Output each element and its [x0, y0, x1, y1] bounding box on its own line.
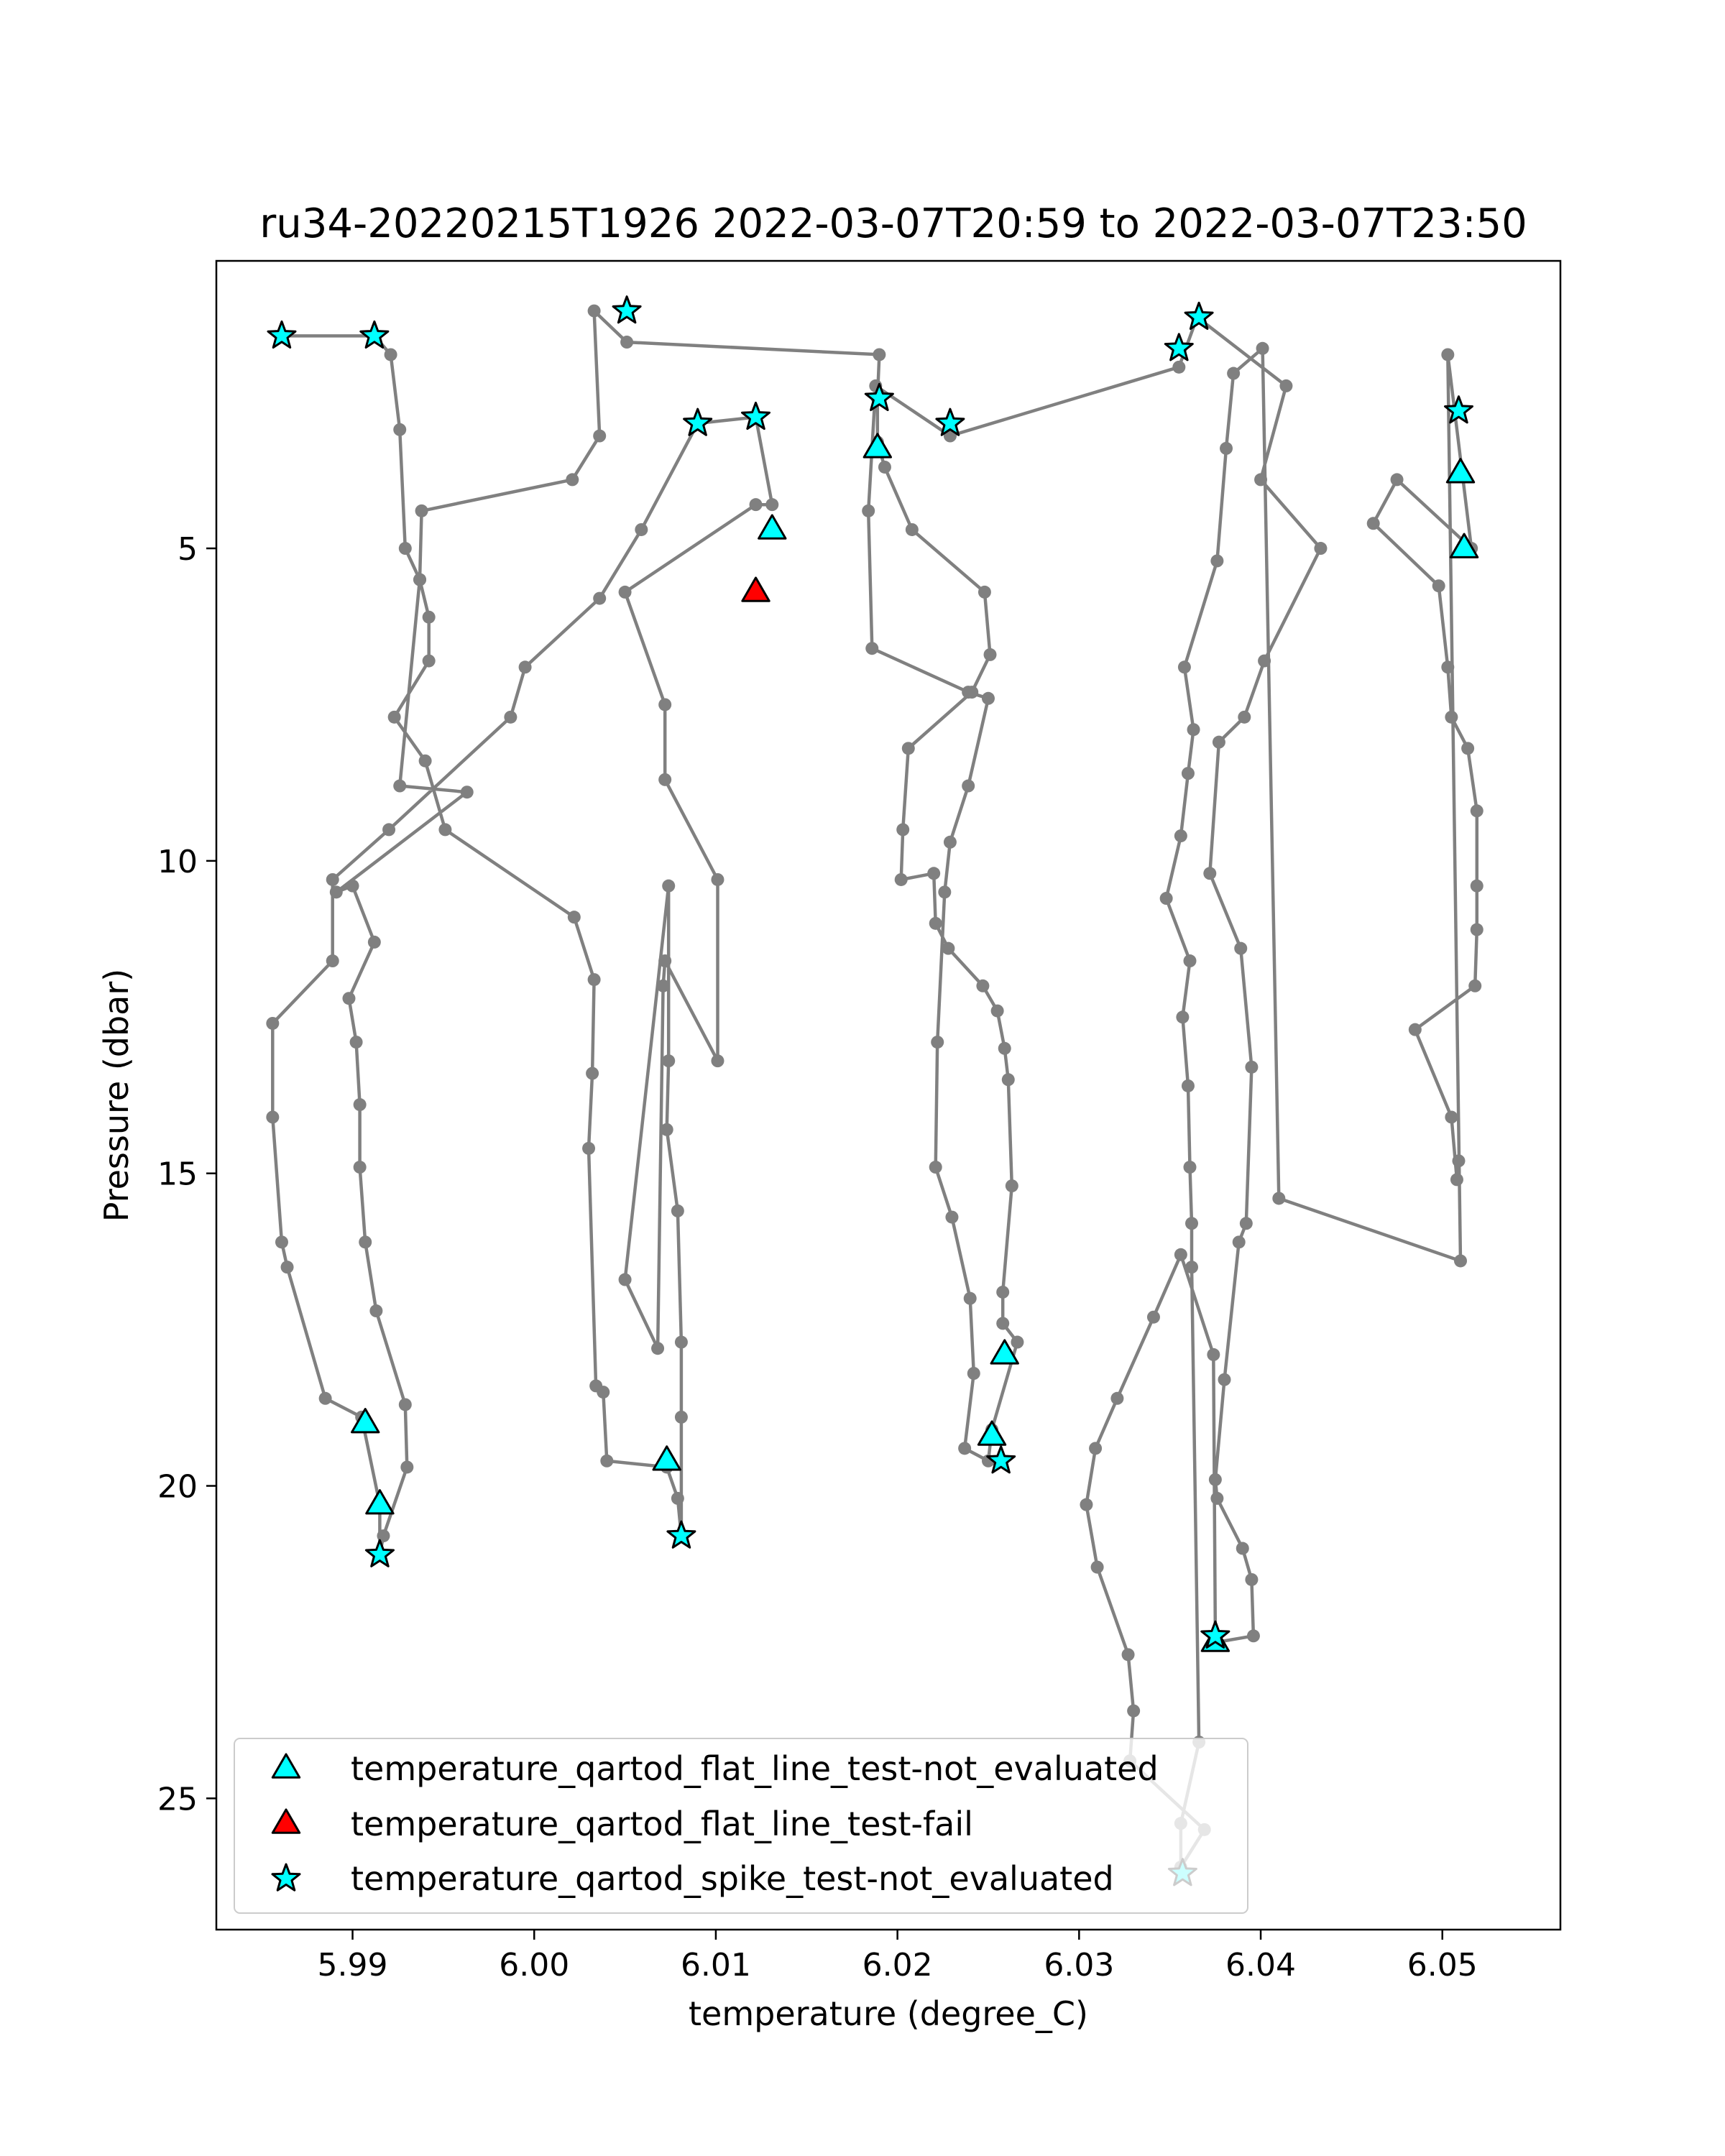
- profile-point: [991, 1005, 1004, 1018]
- profile-point: [593, 430, 606, 443]
- profile-point: [1178, 660, 1191, 673]
- profile-point: [382, 823, 395, 836]
- profile-point: [1187, 723, 1200, 736]
- profile-point: [369, 1304, 382, 1317]
- profile-point: [944, 836, 957, 849]
- profile-point: [902, 742, 915, 755]
- profile-point: [1441, 660, 1454, 673]
- profile-point: [1468, 980, 1481, 992]
- profile-point: [400, 1460, 413, 1473]
- profile-point: [368, 936, 381, 949]
- profile-point: [942, 942, 954, 955]
- profile-point: [1441, 348, 1454, 361]
- profile-point: [929, 1161, 942, 1174]
- profile-point: [1471, 880, 1484, 893]
- y-tick-label: 20: [157, 1468, 198, 1506]
- profile-point: [750, 498, 763, 511]
- profile-point: [675, 1336, 688, 1349]
- profile-point: [657, 980, 670, 992]
- profile-point: [619, 586, 632, 599]
- profile-point: [438, 823, 451, 836]
- profile-point: [620, 336, 633, 349]
- profile-point: [1172, 361, 1185, 374]
- profile-point: [1210, 1492, 1223, 1505]
- profile-point: [967, 1367, 980, 1380]
- profile-point: [1279, 379, 1292, 392]
- profile-point: [1452, 1154, 1465, 1167]
- profile-point: [651, 1342, 664, 1355]
- profile-point: [661, 1123, 673, 1136]
- profile-point: [865, 642, 878, 655]
- profile-point: [1238, 711, 1251, 724]
- profile-point: [996, 1286, 1009, 1299]
- profile-point: [619, 1273, 632, 1286]
- profile-point: [1445, 1110, 1458, 1123]
- profile-point: [393, 423, 406, 436]
- profile-point: [927, 867, 940, 880]
- y-tick-label: 25: [157, 1781, 198, 1818]
- profile-point: [1127, 1705, 1140, 1718]
- profile-point: [354, 1161, 367, 1174]
- profile-point: [266, 1110, 279, 1123]
- profile-point: [978, 586, 991, 599]
- profile-point: [461, 786, 474, 798]
- profile-point: [423, 655, 436, 668]
- profile-point: [597, 1386, 610, 1399]
- legend-label: temperature_qartod_flat_line_test-not_evaluated: [351, 1749, 1159, 1788]
- profile-point: [399, 1398, 412, 1411]
- y-axis-label: Pressure (dbar): [97, 968, 136, 1222]
- profile-point: [1176, 1010, 1189, 1023]
- profile-point: [996, 1317, 1009, 1330]
- profile-point: [1432, 579, 1445, 592]
- x-tick-label: 5.99: [317, 1947, 388, 1984]
- profile-point: [1080, 1498, 1092, 1511]
- profile-point: [582, 1142, 595, 1155]
- profile-point: [671, 1204, 684, 1217]
- profile-point: [895, 873, 908, 886]
- profile-point: [1236, 1542, 1249, 1555]
- x-tick-label: 6.05: [1407, 1947, 1478, 1984]
- profile-point: [1182, 767, 1195, 780]
- x-tick-label: 6.00: [499, 1947, 570, 1984]
- legend-label: temperature_qartod_flat_line_test-fail: [351, 1805, 973, 1843]
- profile-point: [1185, 1261, 1198, 1273]
- profile-point: [1471, 804, 1484, 817]
- profile-point: [1006, 1179, 1018, 1192]
- profile-point: [600, 1455, 613, 1468]
- profile-point: [519, 660, 532, 673]
- profile-point: [962, 686, 975, 699]
- profile-point: [566, 473, 579, 486]
- profile-point: [878, 461, 891, 474]
- profile-point: [1258, 655, 1271, 668]
- profile-point: [998, 1042, 1011, 1055]
- profile-point: [873, 348, 886, 361]
- profile-point: [662, 880, 675, 893]
- profile-point: [593, 592, 606, 605]
- x-axis-label: temperature (degree_C): [689, 1994, 1088, 2033]
- profile-point: [1183, 1161, 1196, 1174]
- profile-point: [423, 611, 436, 624]
- profile-point: [1089, 1442, 1102, 1455]
- profile-point: [1207, 1348, 1220, 1361]
- profile-point: [1247, 1629, 1260, 1642]
- profile-point: [586, 1067, 599, 1080]
- y-tick-label: 5: [178, 531, 198, 568]
- profile-point: [1245, 1573, 1258, 1586]
- profile-point: [1203, 867, 1216, 880]
- profile-point: [319, 1392, 332, 1405]
- profile-point: [1160, 892, 1173, 905]
- profile-point: [266, 1017, 279, 1030]
- chart-title: ru34-20220215T1926 2022-03-07T20:59 to 2022-03-07T23:50: [259, 201, 1527, 247]
- y-tick-label: 15: [157, 1156, 198, 1193]
- profile-point: [938, 885, 951, 898]
- profile-point: [1450, 1173, 1463, 1186]
- profile-point: [1227, 367, 1240, 380]
- profile-point: [1183, 954, 1196, 967]
- profile-point: [976, 980, 989, 992]
- profile-point: [1213, 736, 1225, 749]
- profile-point: [1314, 542, 1327, 555]
- profile-point: [281, 1261, 294, 1273]
- profile-point: [413, 573, 426, 586]
- profile-point: [964, 1292, 977, 1305]
- profile-point: [896, 823, 909, 836]
- profile-point: [862, 505, 875, 517]
- profile-point: [1461, 742, 1474, 755]
- x-tick-label: 6.04: [1225, 1947, 1297, 1984]
- profile-point: [1174, 829, 1187, 842]
- profile-point: [765, 498, 778, 511]
- profile-point: [1391, 473, 1404, 486]
- profile-point: [1110, 1392, 1123, 1405]
- profile-point: [658, 773, 671, 786]
- profile-point: [1210, 554, 1223, 567]
- profile-point: [711, 873, 724, 886]
- profile-point: [1185, 1217, 1198, 1230]
- profile-point: [1245, 1061, 1258, 1074]
- profile-point: [1454, 1254, 1467, 1267]
- profile-point: [671, 1492, 684, 1505]
- profile-point: [326, 873, 339, 886]
- profile-point: [326, 954, 339, 967]
- profile-point: [945, 1211, 958, 1224]
- profile-point: [388, 711, 401, 724]
- profile-point: [399, 542, 412, 555]
- profile-point: [711, 1054, 724, 1067]
- profile-point: [1233, 1235, 1246, 1248]
- profile-point: [658, 954, 671, 967]
- profile-point: [588, 305, 601, 318]
- profile-point: [662, 1054, 675, 1067]
- profile-point: [1409, 1023, 1422, 1036]
- legend: [234, 1738, 1248, 1913]
- profile-point: [635, 523, 648, 536]
- profile-point: [1234, 942, 1247, 955]
- y-tick-label: 10: [157, 843, 198, 880]
- profile-point: [1011, 1336, 1024, 1349]
- profile-point: [346, 880, 359, 893]
- profile-point: [1471, 923, 1484, 936]
- profile-point: [982, 692, 995, 705]
- profile-point: [1256, 342, 1269, 355]
- x-tick-label: 6.02: [862, 1947, 933, 1984]
- profile-point: [1254, 473, 1267, 486]
- profile-point: [1218, 1373, 1231, 1386]
- profile-point: [1272, 1192, 1285, 1204]
- x-tick-label: 6.01: [680, 1947, 751, 1984]
- profile-point: [1174, 1248, 1187, 1261]
- profile-point: [1147, 1311, 1160, 1324]
- profile-point: [342, 992, 355, 1005]
- profile-point: [385, 348, 397, 361]
- profile-point: [1122, 1648, 1135, 1661]
- profile-point: [419, 755, 432, 768]
- profile-point: [1002, 1073, 1015, 1086]
- profile-point: [1209, 1473, 1222, 1486]
- profile-point: [958, 1442, 971, 1455]
- profile-point: [658, 698, 671, 711]
- profile-point: [568, 911, 581, 923]
- profile-point: [588, 973, 601, 986]
- profile-point: [350, 1036, 363, 1049]
- profile-point: [354, 1098, 367, 1111]
- profile-point: [929, 917, 942, 930]
- profile-point: [359, 1235, 372, 1248]
- profile-point: [984, 648, 997, 661]
- profile-point: [906, 523, 919, 536]
- profile-point: [275, 1235, 288, 1248]
- profile-point: [393, 780, 406, 793]
- profile-point: [1182, 1079, 1195, 1092]
- profile-point: [1220, 442, 1233, 455]
- profile-point: [1445, 711, 1458, 724]
- profile-point: [962, 780, 975, 793]
- profile-point: [415, 505, 428, 517]
- profile-point: [330, 885, 343, 898]
- profile-point: [931, 1036, 944, 1049]
- profile-point: [1240, 1217, 1253, 1230]
- profile-point: [1091, 1561, 1104, 1574]
- profile-point: [1367, 517, 1380, 530]
- legend-label: temperature_qartod_spike_test-not_evaluated: [351, 1859, 1114, 1898]
- profile-point: [504, 711, 517, 724]
- x-tick-label: 6.03: [1044, 1947, 1115, 1984]
- profile-point: [675, 1411, 688, 1424]
